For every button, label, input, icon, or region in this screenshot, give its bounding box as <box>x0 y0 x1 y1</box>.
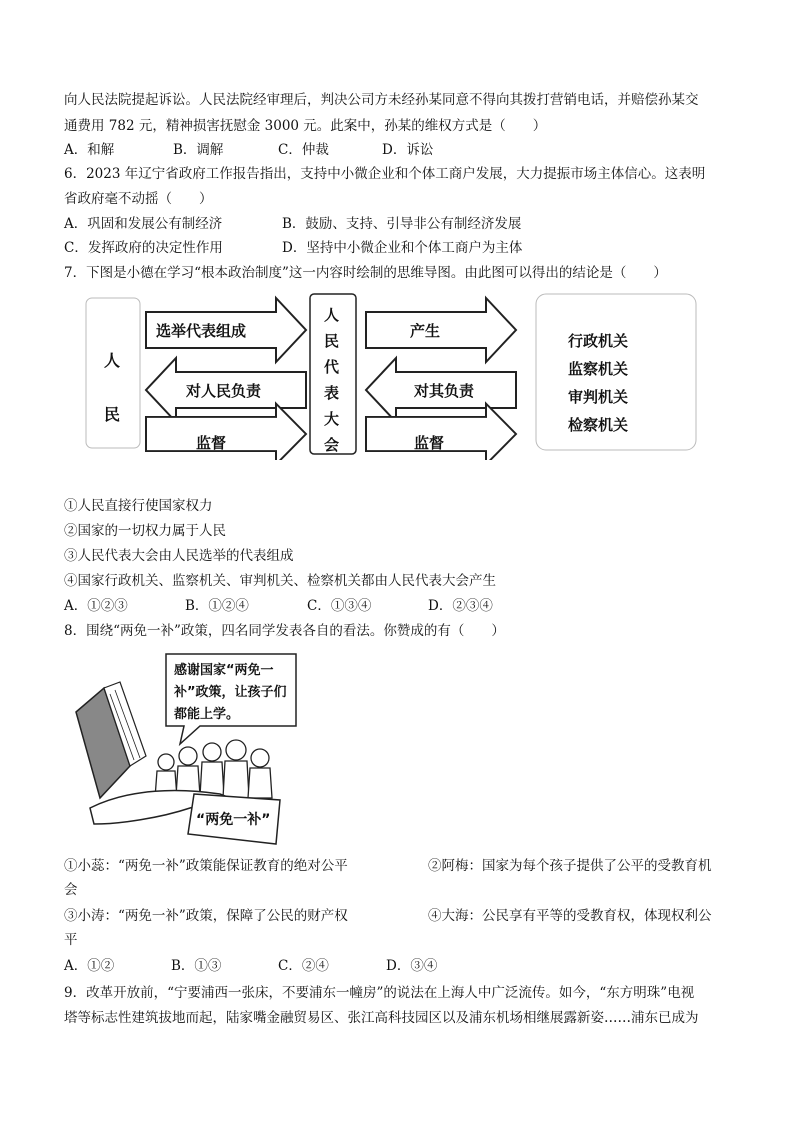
speech-line-3: 都能上学。 <box>174 707 240 722</box>
arrow-responsible-npc-label: 对其负责 <box>414 382 475 400</box>
q8-option-d: D．③④ <box>386 958 438 974</box>
organ-procuratorial: 检察机关 <box>568 416 629 434</box>
people-char-1: 人 <box>104 351 121 370</box>
two-exemptions-cartoon <box>70 648 302 846</box>
people-char-2: 民 <box>104 405 121 424</box>
people-box <box>86 298 140 448</box>
q7-stem: 7．下图是小德在学习“根本政治制度”这一内容时绘制的思维导图。由此图可以得出的结论是（ ） <box>64 265 667 281</box>
banner-label: “两免一补” <box>196 812 271 828</box>
q5-options <box>64 140 744 160</box>
npc-char-1: 人 <box>324 306 340 324</box>
q8-option-a: A．①② <box>64 958 115 974</box>
q7-options <box>64 596 744 616</box>
q8-options <box>64 956 744 976</box>
q6-line-1: 6．2023 年辽宁省政府工作报告指出，支持中小微企业和个体工商户发展，大力提振市场主体信心。这表明 <box>64 166 706 182</box>
speech-line-1: 感谢国家“两免一 <box>174 663 274 678</box>
q8-view-4-cont: 平 <box>64 932 78 948</box>
npc-char-2: 民 <box>324 332 340 350</box>
q7-statement-3: ③人民代表大会由人民选举的代表组成 <box>64 548 294 564</box>
q8-view-1: ①小蕊：“两免一补”政策能保证教育的绝对公平 <box>64 858 348 874</box>
q5-option-d: D．诉讼 <box>382 142 434 158</box>
q5-option-c: C．仲裁 <box>278 142 329 158</box>
q5-option-b: B．调解 <box>173 142 224 158</box>
q7-statement-2: ②国家的一切权力属于人民 <box>64 523 226 539</box>
npc-char-5: 大 <box>324 410 340 428</box>
npc-char-6: 会 <box>324 436 340 454</box>
q9-line-2: 塔等标志性建筑拔地而起，陆家嘴金融贸易区、张江高科技园区以及浦东机场相继展露新姿……浦东已成为 <box>64 1010 699 1026</box>
q6-options-row-1 <box>64 214 744 234</box>
organ-judicial: 审判机关 <box>568 388 629 406</box>
q7-option-a: A．①②③ <box>64 598 128 614</box>
arrow-supervise-left-label: 监督 <box>196 434 227 452</box>
arrow-produce <box>366 298 516 362</box>
q8-view-2: ②阿梅：国家为每个孩子提供了公平的受教育机 <box>428 858 712 874</box>
arrow-elect-label: 选举代表组成 <box>156 322 247 340</box>
q6-option-d: D．坚持中小微企业和个体工商户为主体 <box>282 240 523 256</box>
q8-view-4: ④大海：公民享有平等的受教育权，体现权利公 <box>428 908 712 924</box>
q7-option-c: C．①③④ <box>307 598 372 614</box>
children-group <box>155 740 272 798</box>
q5-option-a: A．和解 <box>64 142 115 158</box>
q7-statement-4: ④国家行政机关、监察机关、审判机关、检察机关都由人民代表大会产生 <box>64 573 496 589</box>
q6-option-c: C．发挥政府的决定性作用 <box>64 240 223 256</box>
arrow-supervise-right-label: 监督 <box>414 434 445 452</box>
q6-options-row-2 <box>64 238 744 258</box>
political-system-mind-map <box>84 290 706 460</box>
q7-option-b: B．①②④ <box>185 598 249 614</box>
organ-administrative: 行政机关 <box>568 332 629 350</box>
q8-stem: 8．围绕“两免一补”政策，四名同学发表各自的看法。你赞成的有（ ） <box>64 623 505 639</box>
q9-line-1: 9．改革开放前，“宁要浦西一张床，不要浦东一幢房”的说法在上海人中广泛流传。如今，“东方明珠”电视 <box>64 985 695 1001</box>
q8-option-c: C．②④ <box>278 958 329 974</box>
q8-option-b: B．①③ <box>171 958 222 974</box>
q5-line-1: 向人民法院提起诉讼。人民法院经审理后，判决公司方未经孙某同意不得向其拨打营销电话，并赔偿孙某交 <box>64 92 699 108</box>
q8-view-2-cont: 会 <box>64 882 78 898</box>
arrow-produce-label: 产生 <box>410 322 441 340</box>
npc-char-3: 代 <box>324 358 340 376</box>
q7-statement-1: ①人民直接行使国家权力 <box>64 498 213 514</box>
arrow-responsible-label: 对人民负责 <box>186 382 262 400</box>
organ-supervisory: 监察机关 <box>568 360 629 378</box>
q6-line-2: 省政府毫不动摇（ ） <box>64 191 213 207</box>
speech-line-2: 补”政策，让孩子们 <box>174 685 287 700</box>
q8-view-3: ③小涛：“两免一补”政策，保障了公民的财产权 <box>64 908 348 924</box>
q5-line-2: 通费用 782 元，精神损害抚慰金 3000 元。此案中，孙某的维权方式是（ ） <box>64 118 547 134</box>
q7-option-d: D．②③④ <box>428 598 493 614</box>
q6-option-a: A．巩固和发展公有制经济 <box>64 216 223 232</box>
q6-option-b: B．鼓励、支持、引导非公有制经济发展 <box>282 216 522 232</box>
npc-char-4: 表 <box>324 384 340 402</box>
